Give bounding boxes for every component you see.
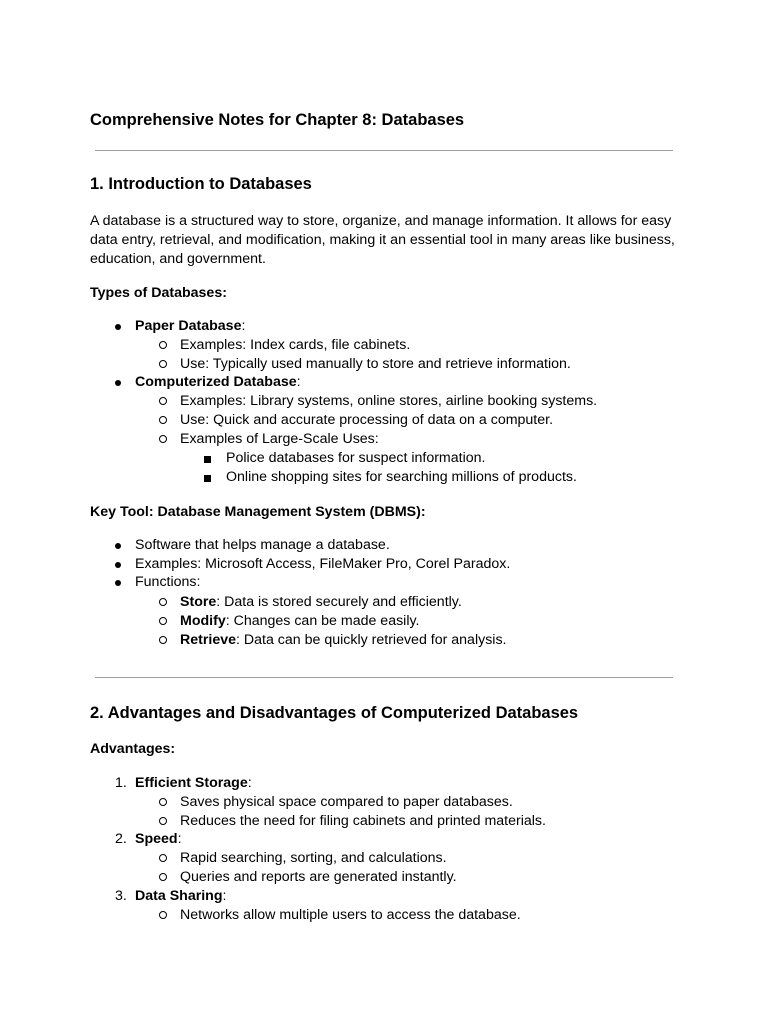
list-item (135, 374, 301, 390)
list-item: Online shopping sites for searching millions of products. (226, 469, 577, 485)
section-heading: 1. Introduction to Databases (90, 175, 312, 193)
list-item-colon: : (241, 318, 246, 334)
list-item: Rapid searching, sorting, and calculations. (180, 850, 447, 866)
list-item (135, 888, 226, 904)
list-item-colon: : (222, 888, 227, 904)
bullet-disc-icon (115, 580, 121, 586)
horizontal-rule (95, 677, 673, 678)
bullet-circle-icon (159, 598, 167, 606)
paragraph-line: A database is a structured way to store, organize, and manage information. It allows for easy (90, 213, 672, 229)
bullet-circle-icon (159, 360, 167, 368)
list-item-term: Data Sharing (135, 888, 223, 904)
bullet-circle-icon (159, 397, 167, 405)
list-item (180, 632, 506, 648)
paragraph-line: education, and government. (90, 251, 266, 267)
horizontal-rule (95, 150, 673, 151)
list-item-colon: : (247, 775, 252, 791)
list-item: Use: Typically used manually to store and retrieve information. (180, 356, 571, 372)
bullet-square-icon (204, 475, 211, 482)
list-item-colon: : (177, 831, 182, 847)
subheading: Key Tool: Database Management System (DBMS): (90, 504, 426, 520)
list-item (180, 613, 419, 629)
list-number: 3. (115, 888, 127, 904)
subheading: Types of Databases: (90, 285, 227, 301)
list-item (135, 318, 245, 334)
list-item (180, 594, 462, 610)
list-item: Functions: (135, 574, 201, 590)
bullet-circle-icon (159, 817, 167, 825)
list-item (135, 775, 252, 791)
bullet-circle-icon (159, 341, 167, 349)
list-item: Police databases for suspect information. (226, 450, 486, 466)
list-item: Examples of Large-Scale Uses: (180, 431, 379, 447)
list-item: Networks allow multiple users to access the database. (180, 907, 521, 923)
list-item-desc: : Changes can be made easily. (225, 613, 420, 629)
list-item-term: Computerized Database (135, 374, 297, 390)
subheading: Advantages: (90, 741, 176, 757)
bullet-circle-icon (159, 416, 167, 424)
bullet-circle-icon (159, 617, 167, 625)
bullet-circle-icon (159, 854, 167, 862)
bullet-circle-icon (159, 798, 167, 806)
list-item: Software that helps manage a database. (135, 537, 390, 553)
bullet-circle-icon (159, 636, 167, 644)
paragraph-line: data entry, retrieval, and modification, making it an essential tool in many areas like business, (90, 232, 675, 248)
list-item-term: Retrieve (180, 632, 236, 648)
list-item-term: Store (180, 594, 217, 610)
bullet-circle-icon (159, 435, 167, 443)
bullet-circle-icon (159, 911, 167, 919)
bullet-disc-icon (115, 324, 121, 330)
bullet-disc-icon (115, 543, 121, 549)
list-item-term: Speed (135, 831, 178, 847)
list-item: Queries and reports are generated instantly. (180, 869, 457, 885)
document-title: Comprehensive Notes for Chapter 8: Databases (90, 111, 465, 129)
list-item-desc: : Data is stored securely and efficiently. (216, 594, 462, 610)
list-item (135, 831, 182, 847)
list-number: 2. (115, 831, 127, 847)
list-item: Examples: Microsoft Access, FileMaker Pro, Corel Paradox. (135, 556, 511, 572)
list-item: Use: Quick and accurate processing of data on a computer. (180, 412, 554, 428)
section-heading: 2. Advantages and Disadvantages of Computerized Databases (90, 704, 579, 722)
list-item-colon: : (296, 374, 301, 390)
list-item-desc: : Data can be quickly retrieved for analysis. (236, 632, 507, 648)
list-item: Saves physical space compared to paper databases. (180, 794, 513, 810)
bullet-disc-icon (115, 380, 121, 386)
list-number: 1. (115, 775, 127, 791)
list-item-term: Paper Database (135, 318, 242, 334)
list-item-term: Efficient Storage (135, 775, 248, 791)
list-item: Examples: Index cards, file cabinets. (180, 337, 411, 353)
bullet-circle-icon (159, 873, 167, 881)
bullet-disc-icon (115, 562, 121, 568)
bullet-square-icon (204, 456, 211, 463)
list-item: Reduces the need for filing cabinets and printed materials. (180, 813, 546, 829)
list-item-term: Modify (180, 613, 226, 629)
list-item: Examples: Library systems, online stores, airline booking systems. (180, 393, 598, 409)
